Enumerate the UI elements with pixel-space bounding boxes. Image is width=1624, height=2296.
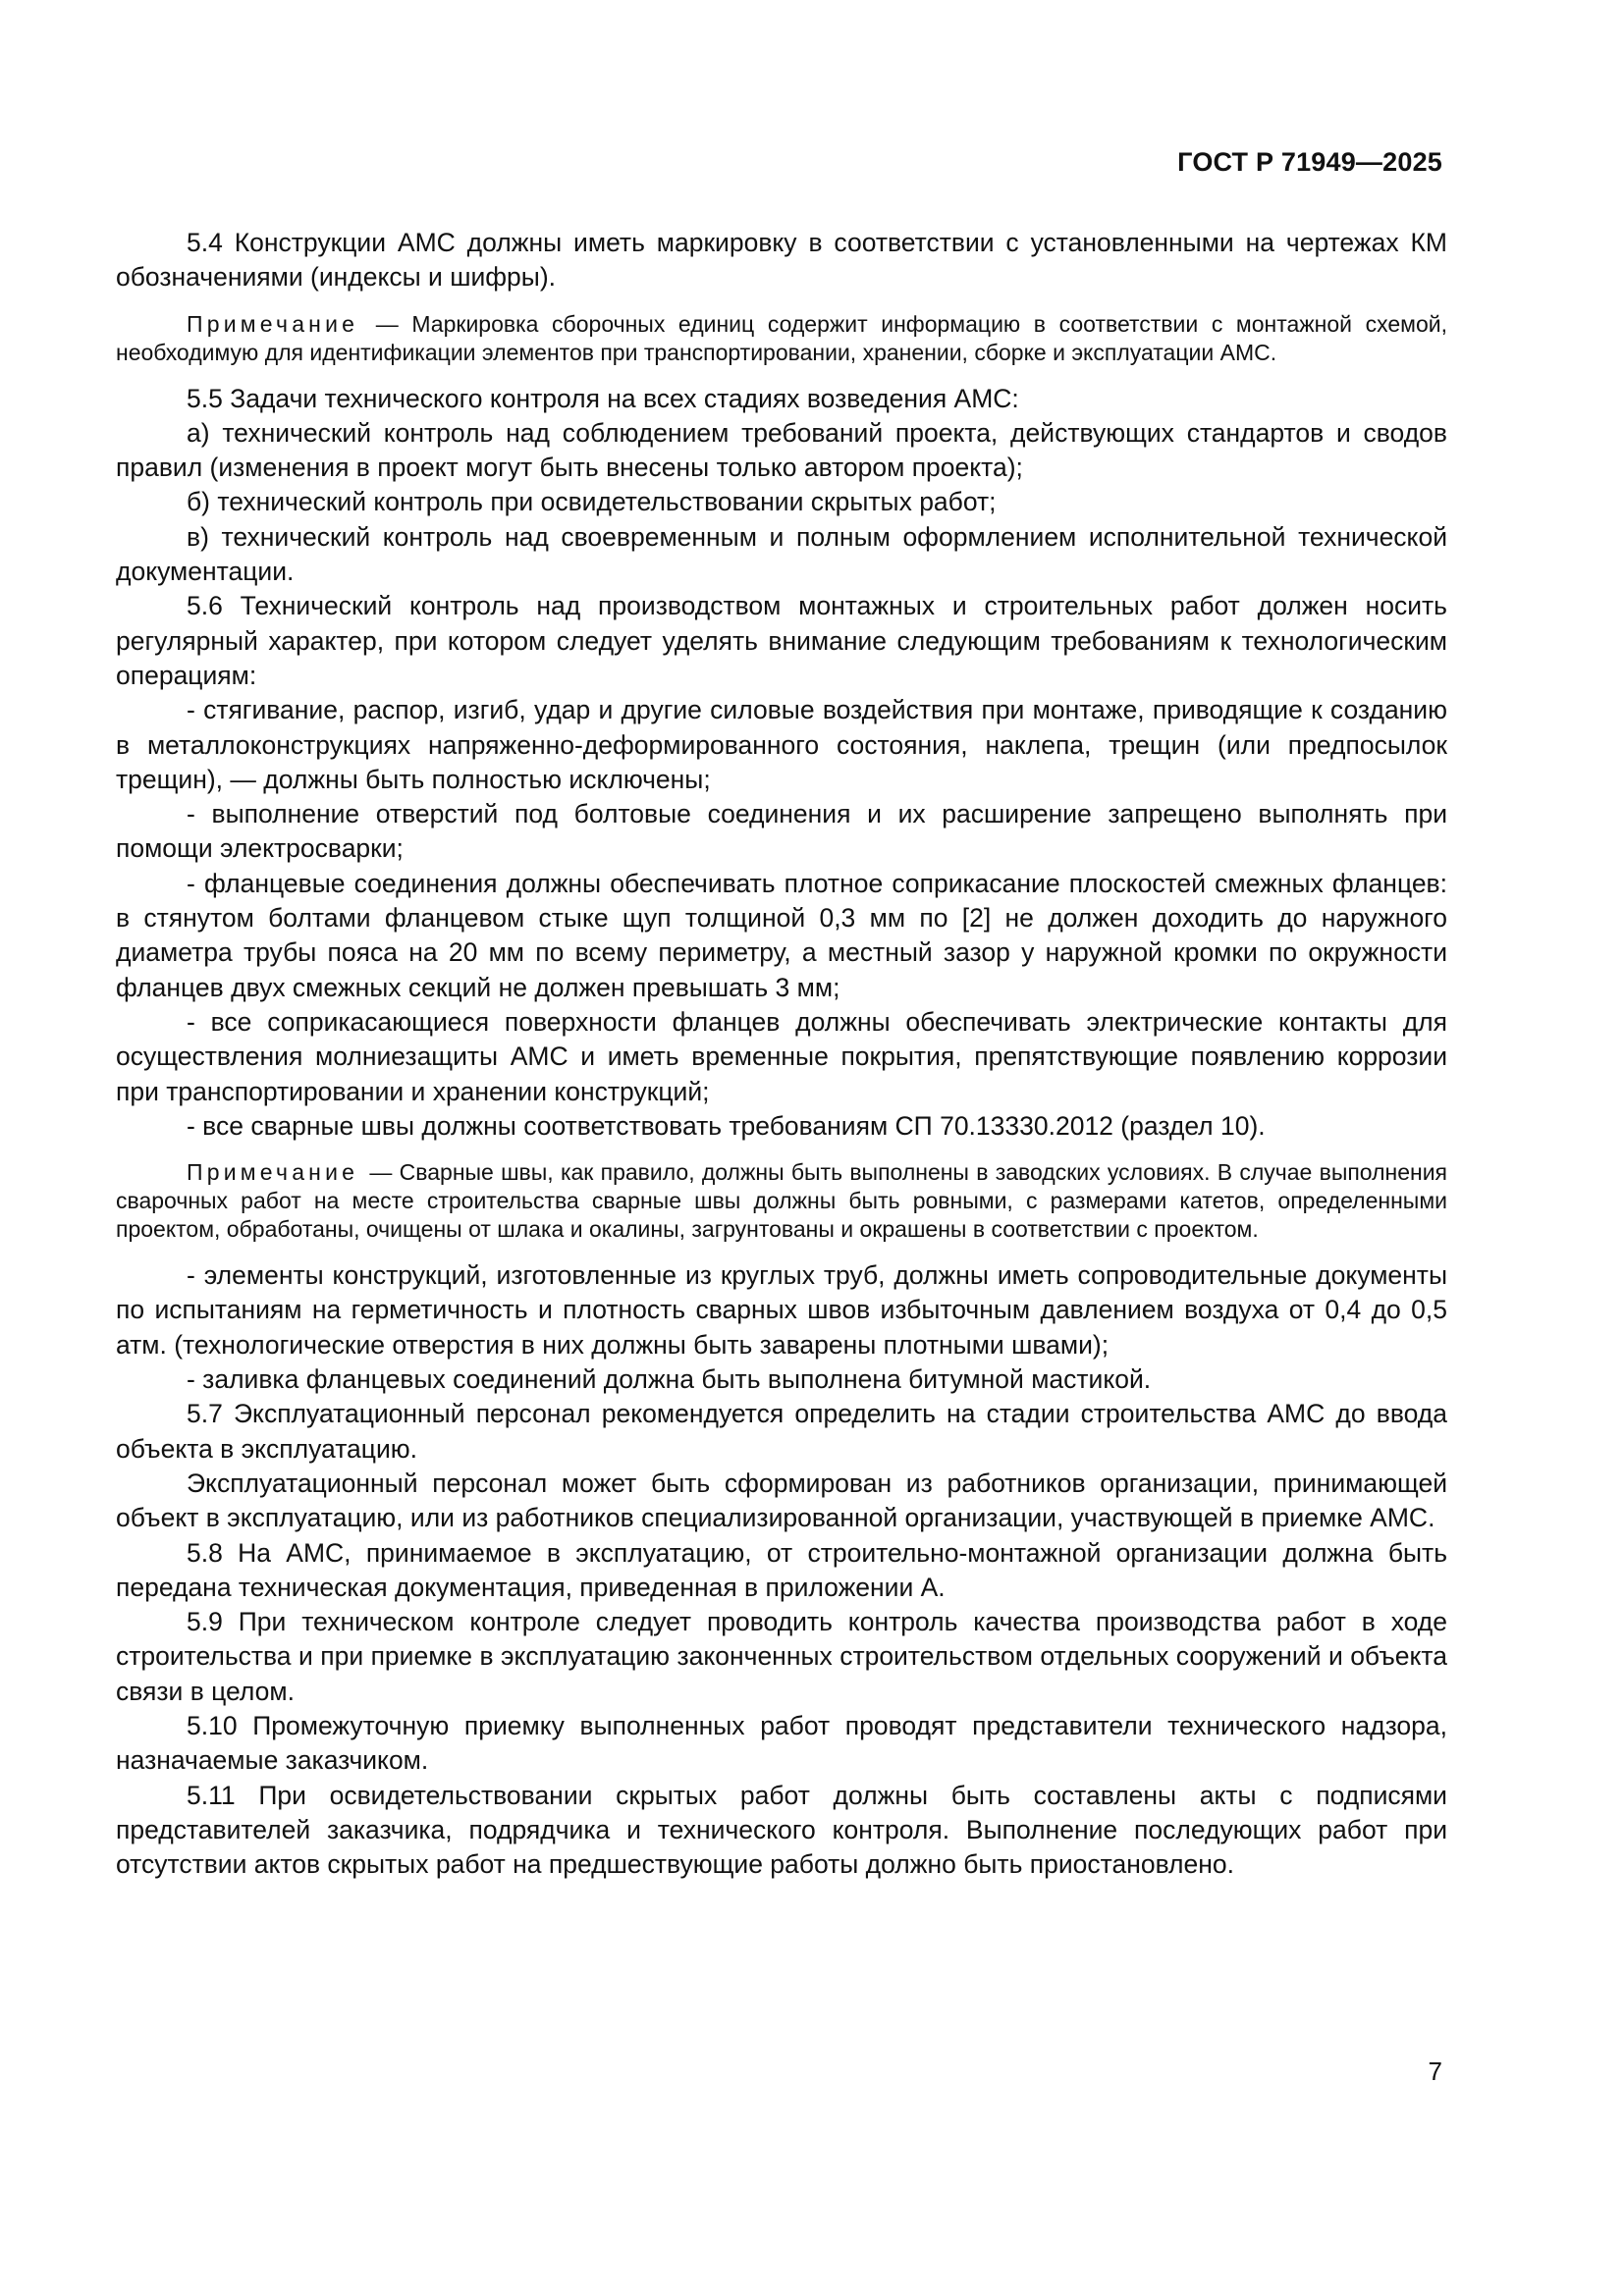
list-item-5-6-1: - стягивание, распор, изгиб, удар и другие силовые воздействия при монтаже, приводящие к созданию в металлоконструкциях напряженно-деформированного состояния, наклепа, трещин (или предпосылок трещин), — должны быть полностью исключены;: [116, 695, 1447, 794]
paragraph-5-8: 5.8 На АМС, принимаемое в эксплуатацию, от строительно-монтажной организации должна быть передана техническая документация, приведенная в приложении А.: [116, 1537, 1447, 1602]
paragraph-5-9: 5.9 При техническом контроле следует проводить контроль качества производства работ в ходе строительства и при приемке в эксплуатацию законченных строительством отдельных сооружений и объекта связи в целом.: [116, 1607, 1447, 1706]
note-text: — Маркировка сборочных единиц содержит информацию в соответствии с монтажной схемой, необходимую для идентификации элементов при транспортировании, хранении, сборке и эксплуатации АМС.: [116, 310, 1448, 365]
paragraph-5-7-b: Эксплуатационный персонал может быть сформирован из работников организации, принимающей объект в эксплуатацию, или из работников специализированной организации, участвующей в приемке АМС.: [116, 1468, 1447, 1533]
list-item-5-6-7: - заливка фланцевых соединений должна быть выполнена битумной мастикой.: [187, 1364, 1152, 1395]
paragraph-5-4: 5.4 Конструкции АМС должны иметь маркировку в соответствии с установленными на чертежах КМ обозначениями (индексы и шифры).: [116, 228, 1447, 293]
note-label: Примечание: [187, 1159, 359, 1186]
list-item-5-6-5: - все сварные швы должны соответствовать требованиям СП 70.13330.2012 (раздел 10).: [187, 1110, 1266, 1141]
list-item-5-6-3: - фланцевые соединения должны обеспечивать плотное соприкасание плоскостей смежных фланцев: в стянутом болтами фланцевом стыке щуп толщиной 0,3 мм по [2] не должен доходить до наружного диаметра трубы пояса на 20 мм по всему периметру, а местный зазор у наружной кромки по окружности фланцев двух смежных секций не должен превышать 3 мм;: [116, 868, 1447, 1002]
note-2: [116, 1158, 1447, 1244]
paragraph-5-5-c: в) технический контроль над своевременным и полным оформлением исполнительной технической документации.: [116, 521, 1447, 587]
note-text: — Сварные швы, как правило, должны быть выполнены в заводских условиях. В случае выполнения сварочных работ на месте строительства сварные швы должны быть ровными, с размерами катетов, определенными проектом, обработаны, очищены от шлака и окалины, загрунтованы и окрашены в соответствии с проектом.: [116, 1159, 1448, 1243]
paragraph-5-5: 5.5 Задачи технического контроля на всех стадиях возведения АМС:: [187, 383, 1019, 413]
note-1: [116, 310, 1447, 367]
list-item-5-6-6: - элементы конструкций, изготовленные из круглых труб, должны иметь сопроводительные документы по испытаниям на герметичность и плотность сварных швов избыточным давлением воздуха от 0,4 до 0,5 атм. (технологические отверстия в них должны быть заварены плотными швами);: [116, 1260, 1447, 1360]
list-item-5-6-2: - выполнение отверстий под болтовые соединения и их расширение запрещено выполнять при помощи электросварки;: [116, 799, 1447, 864]
paragraph-5-5-a: а) технический контроль над соблюдением требований проекта, действующих стандартов и сводов правил (изменения в проект могут быть внесены только автором проекта);: [116, 417, 1447, 483]
paragraph-5-6: 5.6 Технический контроль над производством монтажных и строительных работ должен носить регулярный характер, при котором следует уделять внимание следующим требованиям к технологическим операциям:: [116, 591, 1447, 690]
paragraph-5-7: 5.7 Эксплуатационный персонал рекомендуется определить на стадии строительства АМС до ввода объекта в эксплуатацию.: [116, 1399, 1447, 1464]
paragraph-5-11: 5.11 При освидетельствовании скрытых работ должны быть составлены акты с подписями представителей заказчика, подрядчика и технического контроля. Выполнение последующих работ при отсутствии актов скрытых работ на предшествующие работы должно быть приостановлено.: [116, 1780, 1447, 1880]
document-code-header: ГОСТ Р 71949—2025: [1177, 147, 1442, 177]
note-label: Примечание: [187, 310, 359, 337]
paragraph-5-5-b: б) технический контроль при освидетельствовании скрытых работ;: [187, 487, 997, 517]
list-item-5-6-4: - все соприкасающиеся поверхности фланцев должны обеспечивать электрические контакты для осуществления молниезащиты АМС и иметь временные покрытия, препятствующие появлению коррозии при транспортировании и хранении конструкций;: [116, 1006, 1447, 1106]
page-number: 7: [1428, 2056, 1442, 2086]
document-body: [116, 226, 1447, 1882]
paragraph-5-10: 5.10 Промежуточную приемку выполненных работ проводят представители технического надзора, назначаемые заказчиком.: [116, 1710, 1447, 1776]
